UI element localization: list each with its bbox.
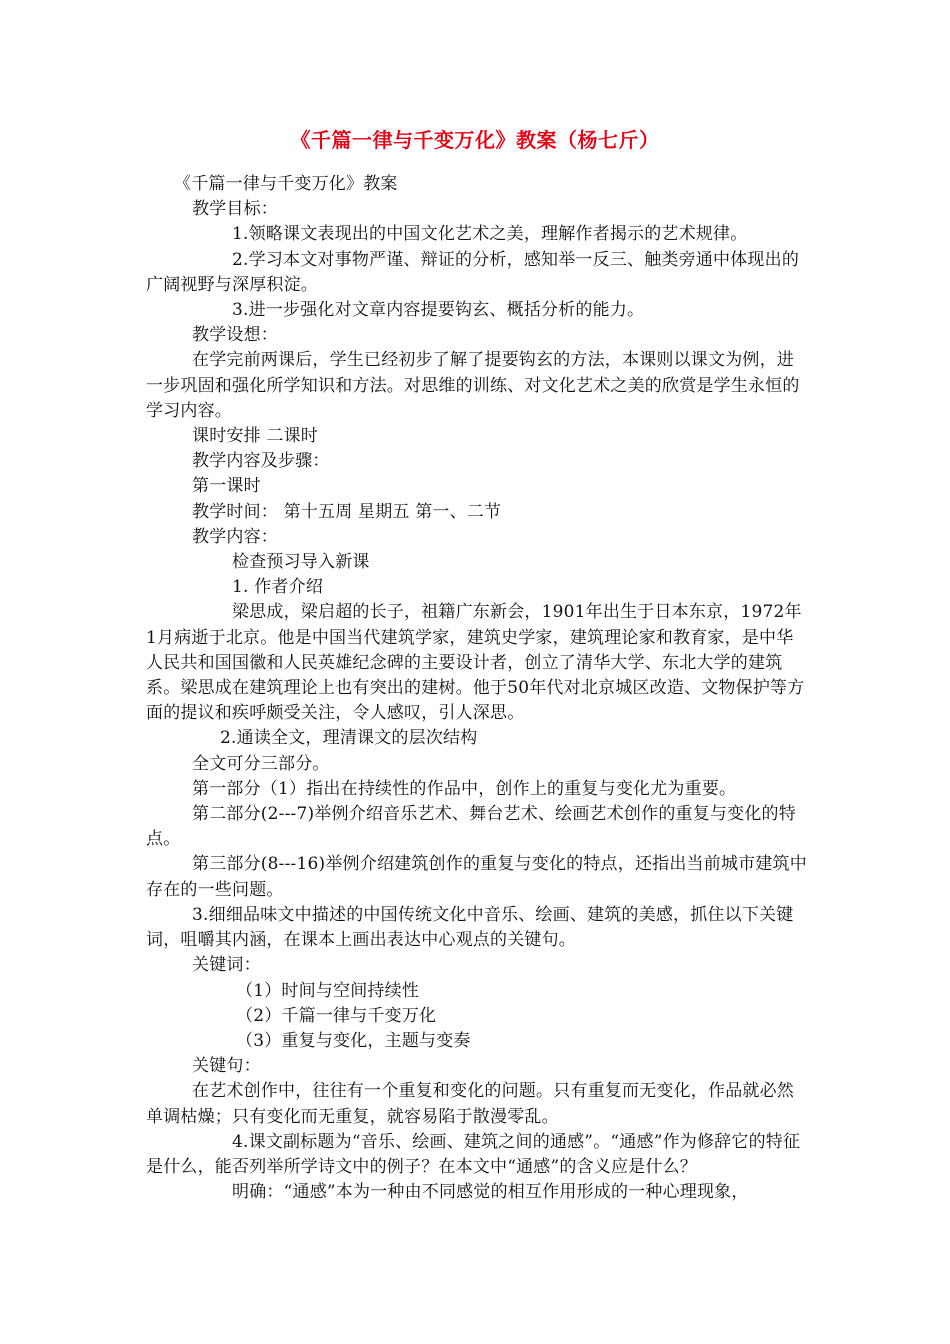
preview-intro: 检查预习导入新课 — [232, 552, 370, 573]
author-heading: 1. 作者介绍 — [232, 577, 324, 598]
objective-item: 3.进一步强化对文章内容提要钩玄、概括分析的能力。 — [232, 300, 645, 321]
teaching-time: 教学时间： 第十五周 星期五 第一、二节 — [192, 501, 502, 522]
document-title: 《千篇一律与千变万化》教案（杨七斤） — [290, 128, 660, 152]
section-content: 教学内容： — [192, 526, 278, 547]
document-body — [146, 172, 810, 1205]
answer-paragraph: 明确：“通感”本为一种由不同感觉的相互作用形成的一种心理现象， — [232, 1182, 749, 1203]
synesthesia-question: 4.课文副标题为“音乐、绘画、建筑之间的通感”。“通感”作为修辞它的特征是什么，能否列举所学诗文中的例子？在本文中“通感”的含义应是什么？ — [146, 1131, 801, 1177]
objective-item: 2.学习本文对事物严谨、辩证的分析，感知举一反三、触类旁通中体现出的广阔视野与深厚积淀。 — [146, 249, 800, 295]
part-two: 第二部分(2---7)举例介绍音乐艺术、舞台艺术、绘画艺术创作的重复与变化的特点。 — [146, 804, 796, 850]
lesson-heading: 《千篇一律与千变万化》教案 — [174, 174, 398, 194]
part-three: 第三部分(8---16)举例介绍建筑创作的重复与变化的特点，还指出当前城市建筑中存在的一些问题。 — [146, 854, 807, 900]
structure-summary: 全文可分三部分。 — [192, 753, 330, 774]
design-paragraph: 在学完前两课后，学生已经初步了解了提要钩玄的方法，本课则以课文为例，进一步巩固和强化所学知识和方法。对思维的训练、对文化艺术之美的欣赏是学生永恒的学习内容。 — [146, 350, 800, 421]
schedule-line: 课时安排 二课时 — [192, 426, 319, 447]
section-objectives: 教学目标： — [192, 199, 278, 220]
section-design: 教学设想： — [192, 325, 278, 346]
structure-heading: 2.通读全文，理清课文的层次结构 — [220, 728, 478, 749]
keyword-item: （3）重复与变化，主题与变奏 — [236, 1030, 471, 1051]
key-sentence: 在艺术创作中，往往有一个重复和变化的问题。只有重复而无变化，作品就必然单调枯燥；只有变化而无重复，就容易陷于散漫零乱。 — [146, 1081, 794, 1127]
author-paragraph: 梁思成，梁启超的长子，祖籍广东新会，1901年出生于日本东京，1972年1月病逝于北京。他是中国当代建筑学家，建筑史学家，建筑理论家和教育家，是中华人民共和国国徽和人民英雄纪念碑的主要设计者，创立了清华大学、东北大学的建筑系。梁思成在建筑理论上也有突出的建树。他于50年代对北京城区改造、文物保护等方面的提议和疾呼颇受关注，令人感叹，引人深思。 — [146, 602, 805, 724]
keywords-heading: 关键词： — [192, 955, 261, 976]
first-lesson: 第一课时 — [192, 476, 261, 497]
part-one: 第一部分（1）指出在持续性的作品中，创作上的重复与变化尤为重要。 — [192, 778, 737, 799]
keyword-item: （1）时间与空间持续性 — [236, 980, 420, 1001]
section-steps: 教学内容及步骤： — [192, 451, 330, 472]
keyword-item: （2）千篇一律与千变万化 — [236, 1005, 437, 1026]
key-sentence-heading: 关键句： — [192, 1056, 261, 1077]
objective-item: 1.领略课文表现出的中国文化艺术之美，理解作者揭示的艺术规律。 — [232, 224, 748, 245]
appreciation-paragraph: 3.细细品味文中描述的中国传统文化中音乐、绘画、建筑的美感，抓住以下关键词，咀嚼其内涵，在课本上画出表达中心观点的关键句。 — [146, 904, 794, 951]
